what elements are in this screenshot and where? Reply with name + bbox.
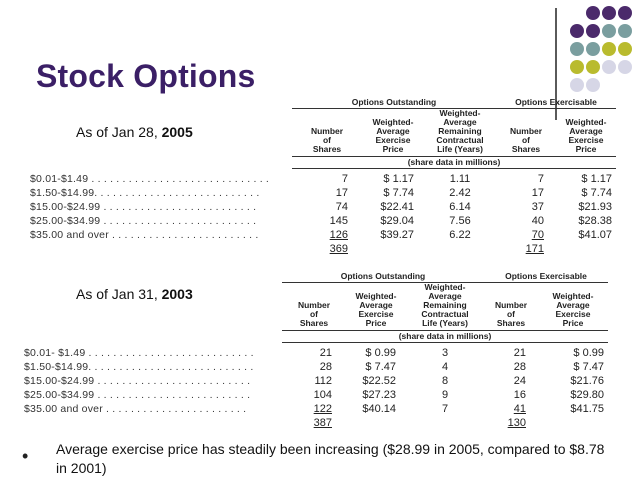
wa-exercise-price: $22.41 [380,201,414,213]
price-range: $35.00 and over . . . . . . . . . . . . . . . . . . . . . . . [24,403,247,415]
exercisable-price: $ 7.47 [573,361,604,373]
header-line: Number [297,299,331,310]
shares-outstanding: 122 [313,403,332,415]
wa-exercise-price: $29.04 [380,215,414,227]
shares-exercisable: 24 [513,375,526,387]
header-line: Remaining [438,125,482,136]
shares-exercisable: 21 [513,347,526,359]
group-options-outstanding: Options Outstanding [282,270,484,282]
wa-remaining-life: 6.22 [449,229,471,241]
exercisable-price: $41.07 [578,229,612,241]
header-line: Weighted- [565,116,607,127]
wa-remaining-life: 7.56 [449,215,471,227]
table-row [30,214,616,228]
group-options-exercisable: Options Exercisable [484,270,608,282]
header-line: Price [562,317,584,328]
wa-remaining-life: 4 [441,361,449,373]
header-line: Shares [312,143,342,154]
price-range: $15.00-$24.99 . . . . . . . . . . . . . . . . . . . . . . . . . [30,201,257,213]
header-line: Weighted- [372,116,414,127]
as-of-date-2003: As of Jan 31, 2003 [76,286,193,302]
shares-outstanding: 28 [319,361,332,373]
price-range: $25.00-$34.99 . . . . . . . . . . . . . . . . . . . . . . . . . [24,389,251,401]
header-line: Number [494,299,528,310]
share-data-note: (share data in millions) [282,330,608,342]
header-line: Remaining [423,299,467,310]
header-line: Weighted- [439,107,481,118]
decor-dot [602,60,616,74]
header-line: Average [359,299,393,310]
wa-remaining-life: 9 [441,389,449,401]
price-range: $0.01- $1.49 . . . . . . . . . . . . . . . . . . . . . . . . . . . [24,347,254,359]
wa-remaining-life: 7 [441,403,449,415]
exercisable-price: $21.76 [570,375,604,387]
price-range: $15.00-$24.99 . . . . . . . . . . . . . . . . . . . . . . . . . [24,375,251,387]
table-row [30,228,616,242]
wa-exercise-price: $27.23 [362,389,396,401]
decor-dot [618,42,632,56]
header-line: Average [556,299,590,310]
table-row [30,172,616,186]
header-line: Contractual [421,308,469,319]
wa-exercise-price: $ 1.17 [383,173,414,185]
decor-dot [586,78,600,92]
shares-outstanding: 126 [329,229,348,241]
decor-dot [570,60,584,74]
decor-dot [618,60,632,74]
header-line: Exercise [568,134,604,145]
price-range: $0.01-$1.49 . . . . . . . . . . . . . . . . . . . . . . . . . . . . . [30,173,270,185]
header-line: Weighted- [424,281,466,292]
wa-remaining-life: 3 [441,347,449,359]
wa-remaining-life: 6.14 [449,201,471,213]
table-row [30,200,616,214]
header-line: Number [310,125,344,136]
shares-exercisable: 7 [537,173,544,185]
wa-remaining-life: 2.42 [449,187,471,199]
decor-dot [618,24,632,38]
as-of-date-2005: As of Jan 28, 2005 [76,124,193,140]
header-line: Price [365,317,387,328]
shares-exercisable: 70 [531,229,544,241]
header-wa-price [362,108,424,156]
decor-dot [618,6,632,20]
bullet-marker: • [22,446,29,466]
table-row [30,186,616,200]
header-line: Life (Years) [422,317,468,328]
header-num-shares [292,108,362,156]
shares-exercisable: 17 [531,187,544,199]
header-line: Average [443,116,477,127]
table-row [24,388,608,402]
shares-outstanding: 104 [313,389,332,401]
header-ex-num [484,282,538,330]
decor-dot [586,42,600,56]
table-row [24,360,608,374]
header-line: of [309,308,319,319]
header-num-shares [282,282,346,330]
header-line: of [322,134,332,145]
header-wa-life [406,282,484,330]
header-ex-price [538,282,608,330]
shares-outstanding: 74 [335,201,348,213]
options-table-2003 [24,270,608,430]
bullet-text: Average exercise price has steadily been increasing ($28.99 in 2005, compared to $8.78 in 2001) [56,441,605,476]
header-wa-price [346,282,406,330]
decor-dot [586,6,600,20]
decor-dot [586,60,600,74]
total-shares-exercisable: 171 [525,243,544,255]
decor-dot [570,78,584,92]
header-ex-price [556,108,616,156]
header-line: Average [376,125,410,136]
shares-exercisable: 16 [513,389,526,401]
header-line: of [506,308,516,319]
wa-exercise-price: $40.14 [362,403,396,415]
decor-dot [570,42,584,56]
header-line: Contractual [436,134,484,145]
header-wa-life [424,108,496,156]
table-row [24,402,608,416]
shares-exercisable: 40 [531,215,544,227]
price-range: $1.50-$14.99. . . . . . . . . . . . . . . . . . . . . . . . . . . [24,361,254,373]
exercisable-price: $28.38 [578,215,612,227]
header-line: Exercise [555,308,591,319]
header-line: Shares [496,317,526,328]
header-line: Average [428,290,462,301]
shares-outstanding: 112 [314,375,332,387]
share-data-note: (share data in millions) [292,156,616,168]
exercisable-price: $21.93 [578,201,612,213]
header-line: of [521,134,531,145]
exercisable-price: $ 0.99 [573,347,604,359]
total-shares-outstanding: 369 [329,243,348,255]
shares-exercisable: 41 [513,403,526,415]
wa-exercise-price: $39.27 [380,229,414,241]
group-options-exercisable: Options Exercisable [496,96,616,108]
decor-dot [602,6,616,20]
header-line: Price [575,143,597,154]
price-range: $25.00-$34.99 . . . . . . . . . . . . . . . . . . . . . . . . . [30,215,257,227]
header-ex-num [496,108,556,156]
table-row [24,346,608,360]
wa-exercise-price: $22.52 [362,375,396,387]
header-line: Exercise [375,134,411,145]
decor-dot [602,24,616,38]
price-range: $35.00 and over . . . . . . . . . . . . . . . . . . . . . . . . [30,229,259,241]
decor-dot [570,24,584,38]
decor-dot [586,24,600,38]
header-line: Shares [299,317,329,328]
slide-title: Stock Options [36,58,256,94]
exercisable-price: $29.80 [570,389,604,401]
total-shares-exercisable: 130 [507,417,526,429]
exercisable-price: $ 7.74 [581,187,612,199]
header-line: Exercise [358,308,394,319]
exercisable-price: $41.75 [570,403,604,415]
options-table-2005 [30,96,616,256]
header-line: Shares [511,143,541,154]
wa-remaining-life: 1.11 [449,173,471,185]
shares-outstanding: 145 [329,215,348,227]
header-line: Number [509,125,543,136]
header-line: Life (Years) [437,143,483,154]
header-line: Weighted- [355,290,397,301]
shares-outstanding: 21 [319,347,332,359]
wa-exercise-price: $ 0.99 [365,347,396,359]
table-row [24,374,608,388]
wa-remaining-life: 8 [441,375,449,387]
shares-outstanding: 17 [335,187,348,199]
price-range: $1.50-$14.99. . . . . . . . . . . . . . . . . . . . . . . . . . . [30,187,260,199]
total-shares-outstanding: 387 [313,417,332,429]
header-line: Price [382,143,404,154]
wa-exercise-price: $ 7.47 [365,361,396,373]
header-line: Average [569,125,603,136]
header-line: Weighted- [552,290,594,301]
decor-dot [602,42,616,56]
shares-outstanding: 7 [341,173,348,185]
shares-exercisable: 28 [513,361,526,373]
shares-exercisable: 37 [531,201,544,213]
exercisable-price: $ 1.17 [581,173,612,185]
wa-exercise-price: $ 7.74 [383,187,414,199]
group-options-outstanding: Options Outstanding [292,96,496,108]
